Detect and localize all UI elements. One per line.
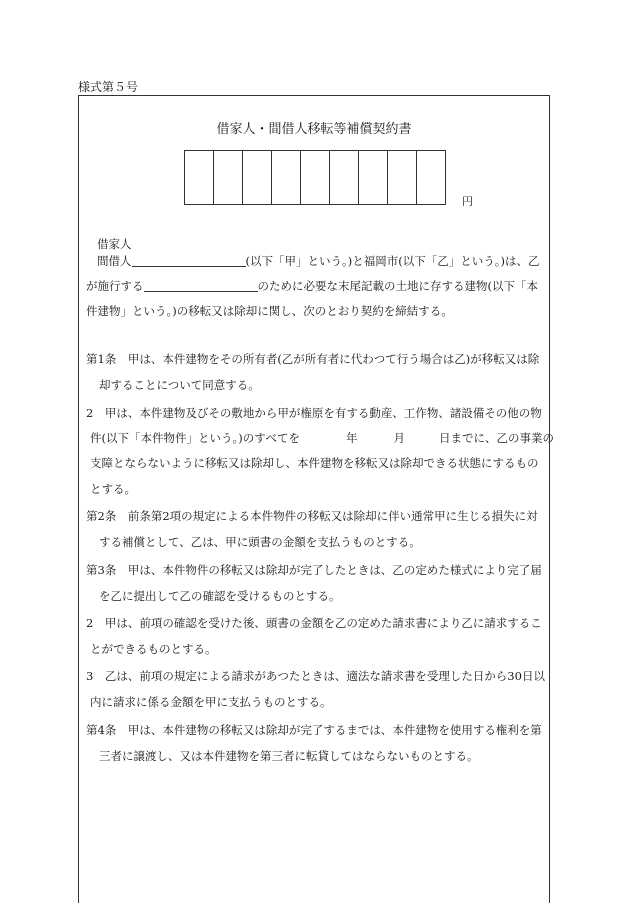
form-number: 様式第５号 xyxy=(78,80,139,94)
article-1-para-2-line: とする。 xyxy=(90,482,136,496)
article-1-para-2-line xyxy=(90,430,554,446)
tenant-name-blank[interactable] xyxy=(132,254,246,267)
amount-digit-box[interactable] xyxy=(184,150,214,205)
article-3-para-2-line: とができるものとする。 xyxy=(90,642,217,656)
yen-unit: 円 xyxy=(462,195,473,208)
amount-digit-box[interactable] xyxy=(329,150,359,205)
article-3-line: 第3条 甲は、本件物件の移転又は除却が完了したときは、乙の定めた様式により完了届 xyxy=(86,563,542,577)
intro-line: 件建物」という。)の移転又は除却に関し、次のとおり契約を締結する。 xyxy=(86,304,453,318)
year-label: 年 xyxy=(346,431,358,445)
article-4-line: 第4条 甲は、本件建物の移転又は除却が完了するまでは、本件建物を使用する権利を第 xyxy=(86,723,542,737)
amount-digit-box[interactable] xyxy=(300,150,330,205)
article-4-line: 三者に譲渡し、又は本件建物を第三者に転貸してはならないものとする。 xyxy=(99,749,479,763)
project-name-blank[interactable] xyxy=(144,279,258,292)
intro-suffix: のために必要な末尾記載の土地に存する建物(以下「本 xyxy=(257,279,538,293)
intro-prefix: 間借人 xyxy=(97,254,132,268)
amount-digit-box[interactable] xyxy=(213,150,243,205)
article-3-para-2-line: 2 甲は、前項の確認を受けた後、頭書の金額を乙の定めた請求書により乙に請求するこ xyxy=(86,616,542,630)
amount-digit-box[interactable] xyxy=(416,150,446,205)
intro-suffix: (以下「甲」という。)と福岡市(以下「乙」という。)は、乙 xyxy=(245,254,540,268)
article-3-line: を乙に提出して乙の確認を受けるものとする。 xyxy=(99,589,341,603)
article-1-line: 第1条 甲は、本件建物をその所有者(乙が所有者に代わつて行う場合は乙)が移転又は除 xyxy=(86,352,540,366)
article-2-line: 第2条 前条第2項の規定による本件物件の移転又は除却に伴い通常甲に生じる損失に対 xyxy=(86,509,538,523)
article-1-para-2-line: 支障とならないように移転又は除却し、本件建物を移転又は除却できる状態にするもの xyxy=(90,456,539,470)
deadline-text: 日までに、乙の事業の xyxy=(439,431,554,445)
month-label: 月 xyxy=(393,431,405,445)
contract-frame xyxy=(78,95,554,903)
article-1-line: 却することについて同意する。 xyxy=(99,378,260,392)
article-1-para-2-line: 2 甲は、本件建物及びその敷地から甲が権原を有する動産、工作物、諸設備その他の物 xyxy=(86,406,542,420)
party-label: 借家人 xyxy=(97,237,132,251)
amount-digit-box[interactable] xyxy=(387,150,417,205)
intro-line xyxy=(97,253,539,269)
amount-digit-box[interactable] xyxy=(271,150,301,205)
amount-digit-box[interactable] xyxy=(358,150,388,205)
intro-line xyxy=(86,278,538,294)
document-title: 借家人・間借人移転等補償契約書 xyxy=(216,122,412,137)
article-3-para-3-line: 内に請求に係る金額を甲に支払うものとする。 xyxy=(90,695,332,709)
intro-prefix: が施行する xyxy=(86,279,144,293)
article-3-para-3-line: 3 乙は、前項の規定による請求があつたときは、適法な請求書を受理した日から30日以 xyxy=(86,669,545,683)
amount-boxes xyxy=(184,150,446,205)
article-2-line: する補償として、乙は、甲に頭書の金額を支払うものとする。 xyxy=(99,535,421,549)
amount-digit-box[interactable] xyxy=(242,150,272,205)
deadline-text: 件(以下「本件物件」という。)のすべてを xyxy=(90,431,300,445)
